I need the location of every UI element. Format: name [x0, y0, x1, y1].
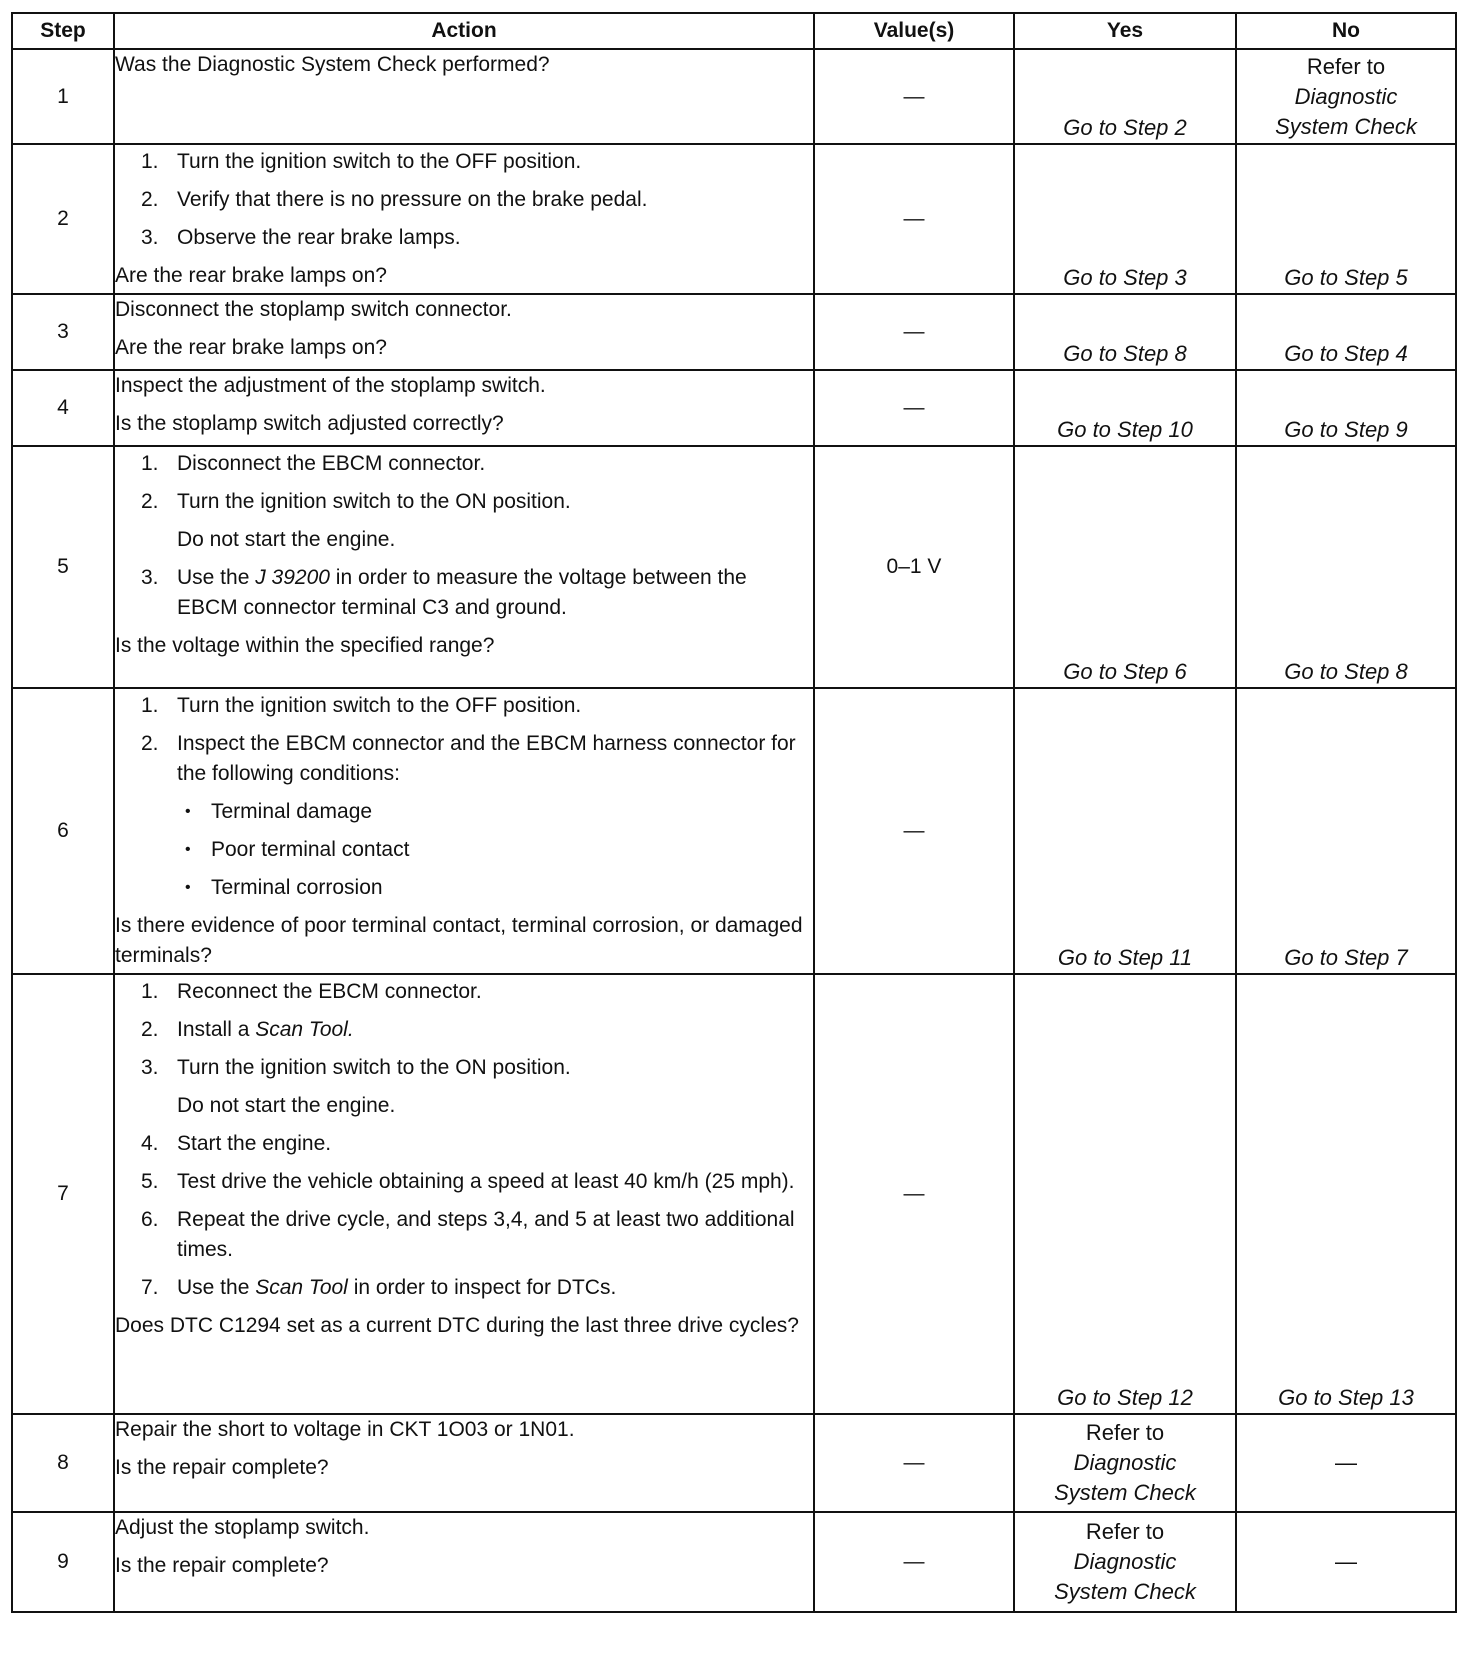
action-line: Disconnect the stoplamp switch connector.: [115, 298, 512, 321]
no-cell: Go to Step 7: [1236, 688, 1456, 974]
action-cell: [114, 1512, 814, 1612]
action-cell: [114, 688, 814, 974]
tool-name: Scan Tool.: [255, 1018, 354, 1041]
no-cell: —: [1236, 1414, 1456, 1512]
table-row: [12, 144, 1456, 294]
header-row: [12, 13, 1456, 49]
action-question: Was the Diagnostic System Check performed?: [115, 53, 550, 76]
ref-line-2: Diagnostic: [1073, 1549, 1177, 1574]
yes-cell: Go to Step 3: [1014, 144, 1236, 294]
yes-cell: Go to Step 6: [1014, 446, 1236, 688]
action-cell: [114, 370, 814, 446]
action-question: Is the voltage within the specified range?: [115, 634, 495, 657]
header-no: No: [1236, 13, 1456, 49]
list-item: 1. Reconnect the EBCM connector.: [141, 980, 482, 1003]
action-cell: [114, 144, 814, 294]
bullet-item: • Terminal corrosion: [185, 876, 383, 899]
list-item: 3. Use the J 39200 in order to measure the voltage between the EBCM connector terminal C3 and ground.: [141, 566, 747, 619]
diagnostic-table: [11, 12, 1457, 1613]
step-number: 3: [12, 294, 114, 370]
value-cell: —: [814, 1512, 1014, 1612]
table-row: [12, 294, 1456, 370]
value-cell: —: [814, 974, 1014, 1414]
list-item: 3. Observe the rear brake lamps.: [141, 226, 461, 249]
list-item: 1. Disconnect the EBCM connector.: [141, 452, 486, 475]
action-cell: [114, 974, 814, 1414]
list-item: 4. Start the engine.: [141, 1132, 332, 1155]
yes-cell: [1014, 1414, 1236, 1512]
value-cell: —: [814, 370, 1014, 446]
yes-cell: Go to Step 2: [1014, 49, 1236, 144]
yes-cell: Go to Step 11: [1014, 688, 1236, 974]
table-row: [12, 49, 1456, 144]
table-row: [12, 370, 1456, 446]
action-question: Is the stoplamp switch adjusted correctly?: [115, 412, 504, 435]
step-number: 8: [12, 1414, 114, 1512]
step-number: 7: [12, 974, 114, 1414]
value-cell: —: [814, 49, 1014, 144]
header-values: Value(s): [814, 13, 1014, 49]
step-number: 9: [12, 1512, 114, 1612]
list-item: 2. Install a Scan Tool.: [141, 1018, 354, 1041]
value-cell: 0–1 V: [814, 446, 1014, 688]
no-cell: Go to Step 5: [1236, 144, 1456, 294]
yes-cell: [1014, 1512, 1236, 1612]
ref-line-1: Refer to: [1085, 1420, 1165, 1445]
action-question: Is the repair complete?: [115, 1456, 329, 1479]
table-row: [12, 688, 1456, 974]
step-number: 4: [12, 370, 114, 446]
table-row: [12, 974, 1456, 1414]
table-row: [12, 446, 1456, 688]
action-cell: [114, 49, 814, 144]
ref-line-3: System Check: [1275, 113, 1417, 139]
list-item: 1. Turn the ignition switch to the OFF position.: [141, 694, 582, 717]
list-item: 6. Repeat the drive cycle, and steps 3,4, and 5 at least two additional times.: [141, 1208, 795, 1261]
ref-line-2: Diagnostic: [1073, 1450, 1177, 1475]
no-cell: —: [1236, 1512, 1456, 1612]
ref-line-3: System Check: [1054, 1579, 1196, 1604]
action-cell: [114, 1414, 814, 1512]
action-cell: [114, 294, 814, 370]
tool-name: J 39200: [255, 566, 330, 589]
ref-line-1: Refer to: [1306, 53, 1386, 79]
list-item: 2. Verify that there is no pressure on the brake pedal.: [141, 188, 648, 211]
list-item: 7. Use the Scan Tool in order to inspect for DTCs.: [141, 1276, 617, 1299]
action-cell: [114, 446, 814, 688]
action-note: Do not start the engine.: [177, 1094, 396, 1117]
table-row: [12, 1414, 1456, 1512]
ref-line-2: Diagnostic: [1294, 83, 1398, 109]
no-cell: Go to Step 8: [1236, 446, 1456, 688]
bullet-item: • Terminal damage: [185, 800, 373, 823]
action-question: Are the rear brake lamps on?: [115, 336, 387, 359]
no-cell: Go to Step 13: [1236, 974, 1456, 1414]
tool-name: Scan Tool: [255, 1276, 348, 1299]
action-note: Do not start the engine.: [177, 528, 396, 551]
value-cell: —: [814, 688, 1014, 974]
list-item: 5. Test drive the vehicle obtaining a speed at least 40 km/h (25 mph).: [141, 1170, 795, 1193]
ref-line-3: System Check: [1054, 1480, 1196, 1505]
value-cell: —: [814, 1414, 1014, 1512]
value-cell: —: [814, 294, 1014, 370]
list-item: 3. Turn the ignition switch to the ON position.: [141, 1056, 571, 1079]
header-action: Action: [114, 13, 814, 49]
no-cell: Go to Step 9: [1236, 370, 1456, 446]
step-number: 1: [12, 49, 114, 144]
action-question: Is there evidence of poor terminal contact, terminal corrosion, or damaged terminals?: [115, 914, 803, 967]
value-cell: —: [814, 144, 1014, 294]
list-item: 2. Turn the ignition switch to the ON position.: [141, 490, 571, 513]
step-number: 2: [12, 144, 114, 294]
list-item: 1. Turn the ignition switch to the OFF position.: [141, 150, 582, 173]
table-row: [12, 1512, 1456, 1612]
header-yes: Yes: [1014, 13, 1236, 49]
action-line: Inspect the adjustment of the stoplamp switch.: [115, 374, 546, 397]
yes-cell: Go to Step 12: [1014, 974, 1236, 1414]
no-cell: Go to Step 4: [1236, 294, 1456, 370]
step-number: 5: [12, 446, 114, 688]
action-question: Are the rear brake lamps on?: [115, 264, 387, 287]
action-line: Repair the short to voltage in CKT 1O03 or 1N01.: [115, 1418, 575, 1441]
action-question: Does DTC C1294 set as a current DTC during the last three drive cycles?: [115, 1314, 799, 1337]
ref-line-1: Refer to: [1085, 1519, 1165, 1544]
no-cell: [1236, 49, 1456, 144]
list-item: 2. Inspect the EBCM connector and the EBCM harness connector for the following conditions:: [141, 732, 796, 785]
action-question: Is the repair complete?: [115, 1554, 329, 1577]
step-number: 6: [12, 688, 114, 974]
header-step: Step: [12, 13, 114, 49]
action-line: Adjust the stoplamp switch.: [115, 1516, 370, 1539]
bullet-item: • Poor terminal contact: [185, 838, 410, 861]
yes-cell: Go to Step 8: [1014, 294, 1236, 370]
yes-cell: Go to Step 10: [1014, 370, 1236, 446]
